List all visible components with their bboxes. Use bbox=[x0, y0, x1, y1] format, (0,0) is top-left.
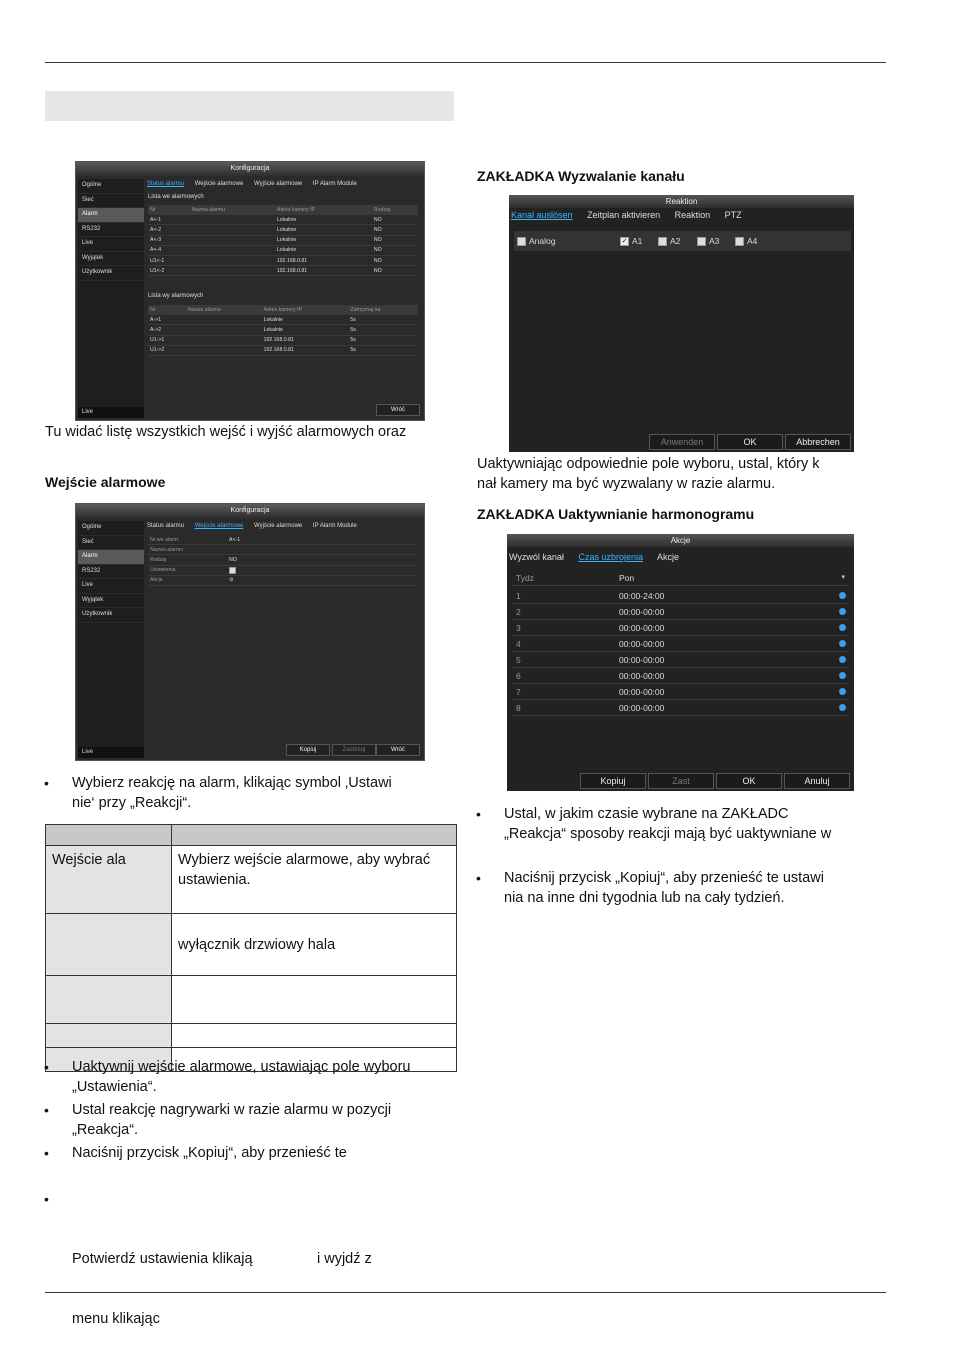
schedule-row[interactable] bbox=[512, 685, 849, 700]
period-time[interactable]: 00:00-00:00 bbox=[619, 639, 665, 649]
settings-checkbox[interactable] bbox=[229, 567, 236, 574]
period-time[interactable]: 00:00-00:00 bbox=[619, 671, 665, 681]
tab-alarm-input[interactable]: Wejście alarmowe bbox=[194, 523, 244, 529]
schedule-row[interactable] bbox=[512, 637, 849, 652]
apply-button[interactable]: Zast bbox=[648, 773, 714, 789]
tab-ip-alarm-module[interactable]: IP Alarm Module bbox=[312, 523, 357, 529]
cell bbox=[185, 315, 261, 325]
table-row[interactable] bbox=[148, 315, 418, 325]
clock-icon[interactable] bbox=[839, 688, 846, 695]
table-row[interactable] bbox=[148, 266, 418, 276]
form-row bbox=[148, 545, 418, 555]
form-row bbox=[148, 555, 418, 565]
cell: Lokalnie bbox=[275, 215, 372, 225]
period-number: 1 bbox=[516, 591, 521, 601]
cell bbox=[190, 225, 275, 235]
clock-icon[interactable] bbox=[839, 624, 846, 631]
cell: Lokalnie bbox=[262, 325, 349, 335]
clock-icon[interactable] bbox=[839, 640, 846, 647]
sidebar-item-exception[interactable]: Wyjątek bbox=[78, 594, 144, 609]
cell: A<-1 bbox=[148, 215, 190, 225]
back-button[interactable]: Wróć bbox=[376, 744, 420, 756]
section-header-bar bbox=[45, 91, 454, 121]
apply-button[interactable]: Anwenden bbox=[649, 434, 715, 450]
table-row[interactable] bbox=[148, 325, 418, 335]
window-title: Konfiguracja bbox=[76, 162, 424, 176]
clock-icon[interactable] bbox=[839, 656, 846, 663]
table-cell bbox=[172, 1024, 457, 1048]
cell: NO bbox=[372, 266, 418, 276]
tab-alarm-output[interactable]: Wyjście alarmowe bbox=[253, 181, 303, 187]
bullet-dot: • bbox=[44, 1102, 49, 1118]
field-label: Rodzaj bbox=[148, 555, 227, 565]
sidebar-item-network[interactable]: Sieć bbox=[78, 194, 144, 209]
table-row bbox=[46, 846, 457, 914]
table-cell bbox=[46, 914, 172, 976]
para-line: Uaktywniając odpowiednie pole wyboru, ustal, który k bbox=[477, 456, 820, 472]
live-button[interactable]: Live bbox=[78, 407, 144, 418]
bullet-choose-reaction bbox=[44, 773, 392, 813]
cell: U1->1 bbox=[148, 335, 185, 345]
live-button[interactable]: Live bbox=[78, 747, 144, 758]
copy-button[interactable]: Kopiuj bbox=[580, 773, 646, 789]
bullet-dot: • bbox=[44, 775, 49, 791]
clock-icon[interactable] bbox=[839, 592, 846, 599]
form-row bbox=[148, 565, 418, 575]
para-line: nał kamery ma być wyzwalany w razie alarmu. bbox=[477, 476, 776, 492]
reaction-tabs bbox=[511, 210, 754, 220]
alarm-tabs bbox=[147, 523, 366, 529]
settings-checkbox-cell[interactable] bbox=[227, 565, 418, 575]
copy-button[interactable]: Kopiuj bbox=[286, 744, 330, 756]
bullet-text: nie‘ przy „Reakcji“. bbox=[72, 795, 192, 811]
type-select[interactable]: NO bbox=[227, 555, 418, 565]
table-row bbox=[46, 914, 457, 976]
schedule-row[interactable] bbox=[512, 669, 849, 684]
actions-gear-cell[interactable] bbox=[227, 575, 418, 585]
table-cell bbox=[172, 976, 457, 1024]
period-time[interactable]: 00:00-00:00 bbox=[619, 655, 665, 665]
cell: 5s bbox=[348, 325, 418, 335]
cell: A->1 bbox=[148, 315, 185, 325]
heading-alarm-input: Wejście alarmowe bbox=[45, 474, 166, 490]
channel-a2-label: A2 bbox=[670, 236, 681, 246]
sidebar-item-user[interactable]: Użytkownik bbox=[78, 608, 144, 623]
alarm-name-input[interactable] bbox=[227, 545, 418, 555]
period-time[interactable]: 00:00-00:00 bbox=[619, 687, 665, 697]
sidebar-item-rs232[interactable]: RS232 bbox=[78, 565, 144, 580]
col-hold: Zatrzymaj na bbox=[348, 305, 418, 315]
heading-schedule: ZAKŁADKA Uaktywnianie harmonogramu bbox=[477, 506, 755, 522]
outputs-list-title: Lista wy alarmowych bbox=[148, 293, 204, 299]
field-label: Nr we alarm. bbox=[148, 535, 227, 545]
tab-alarm-status[interactable]: Status alarmu bbox=[147, 523, 185, 529]
channel-a2-checkbox[interactable] bbox=[658, 237, 667, 246]
bullet-text: „Reakcja“ sposoby reakcji mają być uaktywniane w bbox=[504, 826, 832, 842]
alarm-status-screenshot bbox=[75, 161, 425, 421]
channel-a1-label: A1 bbox=[632, 236, 643, 246]
bullet-text: Potwierdź ustawienia klikają i wyjdź z bbox=[72, 1251, 372, 1267]
bullet-set-time bbox=[476, 804, 832, 844]
cell bbox=[190, 266, 275, 276]
table-cell: Wejście ala bbox=[46, 846, 172, 914]
cell: Lokalnie bbox=[275, 245, 372, 255]
bullet-text: Ustal, w jakim czasie wybrane na ZAKŁADC bbox=[504, 806, 789, 822]
table-cell bbox=[46, 1024, 172, 1048]
clock-icon[interactable] bbox=[839, 704, 846, 711]
bullet-set-reaction bbox=[44, 1100, 392, 1140]
cell: Lokalnie bbox=[275, 225, 372, 235]
sidebar-item-alarm[interactable]: Alarm bbox=[78, 208, 144, 223]
field-label: Ustawienia bbox=[148, 565, 227, 575]
alarm-input-form bbox=[148, 535, 418, 586]
field-label: Akcje bbox=[148, 575, 227, 585]
cell: 192.168.0.81 bbox=[275, 266, 372, 276]
cancel-button[interactable]: Anuluj bbox=[784, 773, 850, 789]
sidebar-item-rs232[interactable]: RS232 bbox=[78, 223, 144, 238]
sidebar-item-live[interactable]: Live bbox=[78, 237, 144, 252]
cell: 192.168.0.81 bbox=[262, 335, 349, 345]
table-row[interactable] bbox=[148, 255, 418, 265]
tab-schedule[interactable]: Zeitplan aktivieren bbox=[587, 210, 661, 220]
schedule-row[interactable] bbox=[512, 701, 849, 716]
heading-channel-trigger: ZAKŁADKA Wyzwalanie kanału bbox=[477, 168, 685, 184]
table-header bbox=[148, 305, 418, 315]
period-number: 2 bbox=[516, 607, 521, 617]
week-select[interactable]: Pon bbox=[619, 573, 635, 583]
table-row[interactable] bbox=[148, 245, 418, 255]
cell: NO bbox=[372, 255, 418, 265]
bullet-copy bbox=[44, 1143, 347, 1163]
config-sidebar bbox=[78, 521, 144, 758]
cell bbox=[190, 255, 275, 265]
table-row[interactable] bbox=[148, 215, 418, 225]
bullet-text: „Ustawienia“. bbox=[72, 1079, 157, 1095]
apply-button[interactable]: Zastosuj bbox=[332, 744, 376, 756]
bullet-text: Ustal reakcję nagrywarki w razie alarmu w pozycji bbox=[72, 1102, 392, 1118]
table-cell bbox=[46, 976, 172, 1024]
period-time[interactable]: 00:00-00:00 bbox=[619, 703, 665, 713]
table-row[interactable] bbox=[148, 235, 418, 245]
cell: NO bbox=[372, 215, 418, 225]
tab-ptz[interactable]: PTZ bbox=[724, 210, 742, 220]
form-row bbox=[148, 575, 418, 585]
channel-a1-checkbox[interactable]: ✓ bbox=[621, 238, 628, 246]
period-number: 3 bbox=[516, 623, 521, 633]
tab-trigger-channel[interactable]: Wyzwól kanał bbox=[509, 552, 564, 562]
chevron-down-icon[interactable]: ▾ bbox=[841, 574, 845, 581]
bullet-text: Naciśnij przycisk „Kopiuj“, aby przenieść te bbox=[72, 1145, 347, 1161]
analog-label: Analog bbox=[529, 236, 556, 246]
period-number: 8 bbox=[516, 703, 521, 713]
bullet-text: Naciśnij przycisk „Kopiuj“, aby przenieść te ustawi bbox=[504, 870, 824, 886]
period-number: 4 bbox=[516, 639, 521, 649]
cell: U1->2 bbox=[148, 345, 185, 355]
cell bbox=[185, 345, 261, 355]
outputs-table bbox=[148, 305, 418, 356]
table-row[interactable] bbox=[148, 225, 418, 235]
cell: U1<-2 bbox=[148, 266, 190, 276]
col-ip: Adres kamery IP bbox=[275, 205, 372, 215]
cell bbox=[190, 235, 275, 245]
cell bbox=[185, 335, 261, 345]
tab-alarm-input[interactable]: Wejście alarmowe bbox=[194, 181, 244, 187]
config-sidebar bbox=[78, 179, 144, 418]
channel-a4-label: A4 bbox=[747, 236, 758, 246]
gear-icon[interactable]: ⚙ bbox=[229, 577, 234, 584]
col-nr: Nr bbox=[148, 305, 185, 315]
ok-button[interactable]: OK bbox=[716, 773, 782, 789]
analog-checkbox[interactable] bbox=[517, 237, 526, 246]
period-number: 6 bbox=[516, 671, 521, 681]
period-time[interactable]: 00:00-24:00 bbox=[619, 591, 665, 601]
tab-ip-alarm-module[interactable]: IP Alarm Module bbox=[312, 181, 357, 187]
col-name: Nazwa alarmu bbox=[190, 205, 275, 215]
channel-a4-wrap[interactable] bbox=[735, 231, 757, 251]
table-row[interactable] bbox=[148, 345, 418, 355]
sidebar-item-live[interactable]: Live bbox=[78, 579, 144, 594]
bullet-text: nia na inne dni tygodnia lub na cały tydzień. bbox=[504, 890, 785, 906]
cancel-button[interactable]: Abbrechen bbox=[785, 434, 851, 450]
alarm-input-select[interactable]: A<-1 bbox=[227, 535, 418, 545]
channel-a2-wrap[interactable] bbox=[658, 231, 680, 251]
bullet-text: menu klikając bbox=[72, 1311, 160, 1327]
table-row bbox=[46, 1024, 457, 1048]
channel-a4-checkbox[interactable] bbox=[735, 237, 744, 246]
schedule-row[interactable] bbox=[512, 605, 849, 620]
window-title: Reaktion bbox=[509, 195, 854, 208]
bullet-text: „Reakcja“. bbox=[72, 1122, 139, 1138]
cell: NO bbox=[372, 245, 418, 255]
cell: NO bbox=[372, 225, 418, 235]
caption-alarm-list: Tu widać listę wszystkich wejść i wyjść alarmowych oraz bbox=[45, 424, 407, 440]
schedule-screenshot bbox=[507, 534, 854, 791]
period-number: 7 bbox=[516, 687, 521, 697]
cell: Lokalnie bbox=[262, 315, 349, 325]
bullet-dot: • bbox=[44, 1191, 49, 1207]
table-row[interactable] bbox=[148, 335, 418, 345]
table-header bbox=[46, 825, 457, 846]
tab-alarm-output[interactable]: Wyjście alarmowe bbox=[253, 523, 303, 529]
cell: U1<-1 bbox=[148, 255, 190, 265]
cell: 192.168.0.81 bbox=[262, 345, 349, 355]
channel-row bbox=[514, 231, 851, 251]
sidebar-item-network[interactable]: Sieć bbox=[78, 536, 144, 551]
cell: 192.168.0.81 bbox=[275, 255, 372, 265]
channel-a3-wrap[interactable] bbox=[697, 231, 719, 251]
tab-trigger-channel[interactable]: Kanal auslösen bbox=[511, 210, 573, 220]
bullet-dot: • bbox=[476, 870, 481, 886]
analog-checkbox-wrap[interactable] bbox=[517, 231, 555, 251]
table-header-cell bbox=[46, 825, 172, 846]
sidebar-item-alarm[interactable]: Alarm bbox=[78, 550, 144, 565]
settings-table bbox=[45, 824, 457, 1072]
cell: A->2 bbox=[148, 325, 185, 335]
bullet-confirm bbox=[44, 1189, 372, 1349]
cell: 5s bbox=[348, 335, 418, 345]
alarm-input-screenshot bbox=[75, 503, 425, 761]
cell bbox=[190, 245, 275, 255]
cell: NO bbox=[372, 235, 418, 245]
bullet-dot: • bbox=[44, 1059, 49, 1075]
bottom-rule bbox=[45, 1292, 886, 1293]
bullet-text: Uaktywnij wejście alarmowe, ustawiając pole wyboru bbox=[72, 1059, 411, 1075]
bullet-activate-input bbox=[44, 1057, 411, 1097]
cell bbox=[190, 215, 275, 225]
channel-a1-wrap[interactable] bbox=[620, 231, 642, 251]
tab-arming-time[interactable]: Czas uzbrojenia bbox=[578, 552, 643, 562]
table-cell: wyłącznik drzwiowy hala bbox=[172, 914, 457, 976]
table-header bbox=[148, 205, 418, 215]
cell: 5s bbox=[348, 315, 418, 325]
reaction-screenshot bbox=[509, 195, 854, 452]
schedule-row[interactable] bbox=[512, 589, 849, 604]
alarm-tabs bbox=[147, 181, 366, 187]
sidebar-item-user[interactable]: Użytkownik bbox=[78, 266, 144, 281]
clock-icon[interactable] bbox=[839, 672, 846, 679]
inputs-table bbox=[148, 205, 418, 276]
window-title: Akcje bbox=[507, 534, 854, 547]
col-name: Nazwa alarmu bbox=[185, 305, 261, 315]
col-nr: Nr bbox=[148, 205, 190, 215]
table-cell: Wybierz wejście alarmowe, aby wybrać ustawienia. bbox=[172, 846, 457, 914]
schedule-row[interactable] bbox=[512, 621, 849, 636]
action-tabs bbox=[509, 552, 691, 562]
inputs-list-title: Lista we alarmowych bbox=[148, 194, 204, 200]
bullet-dot: • bbox=[44, 1145, 49, 1161]
sidebar-item-exception[interactable]: Wyjątek bbox=[78, 252, 144, 267]
cell: A<-2 bbox=[148, 225, 190, 235]
period-time[interactable]: 00:00-00:00 bbox=[619, 607, 665, 617]
col-ip: Adres kamery IP bbox=[262, 305, 349, 315]
field-label: Nazwa alarmu bbox=[148, 545, 227, 555]
bullet-dot: • bbox=[476, 806, 481, 822]
cell: Lokalnie bbox=[275, 235, 372, 245]
clock-icon[interactable] bbox=[839, 608, 846, 615]
tab-reaction[interactable]: Reaktion bbox=[674, 210, 711, 220]
para-channel-trigger bbox=[477, 454, 820, 494]
channel-a3-label: A3 bbox=[709, 236, 720, 246]
form-row bbox=[148, 535, 418, 545]
top-rule bbox=[45, 62, 886, 63]
bullet-copy-week bbox=[476, 868, 824, 908]
tab-actions[interactable]: Akcje bbox=[657, 552, 680, 562]
table-row bbox=[46, 976, 457, 1024]
channel-a3-checkbox[interactable] bbox=[697, 237, 706, 246]
col-type: Rodzaj bbox=[372, 205, 418, 215]
sidebar-item-general[interactable]: Ogólne bbox=[78, 521, 144, 536]
cell: 5s bbox=[348, 345, 418, 355]
sidebar-item-general[interactable]: Ogólne bbox=[78, 179, 144, 194]
schedule-row[interactable] bbox=[512, 653, 849, 668]
ok-button[interactable]: OK bbox=[717, 434, 783, 450]
tab-alarm-status[interactable]: Status alarmu bbox=[147, 181, 185, 187]
period-time[interactable]: 00:00-00:00 bbox=[619, 623, 665, 633]
cell: A<-4 bbox=[148, 245, 190, 255]
bullet-text: Wybierz reakcję na alarm, klikając symbol ‚Ustawi bbox=[72, 775, 392, 791]
week-label: Tydz bbox=[516, 573, 534, 583]
back-button[interactable]: Wróć bbox=[376, 404, 420, 416]
week-row bbox=[512, 571, 849, 586]
cell bbox=[185, 325, 261, 335]
window-title: Konfiguracja bbox=[76, 504, 424, 518]
cell: A<-3 bbox=[148, 235, 190, 245]
period-number: 5 bbox=[516, 655, 521, 665]
table-header-cell bbox=[172, 825, 457, 846]
